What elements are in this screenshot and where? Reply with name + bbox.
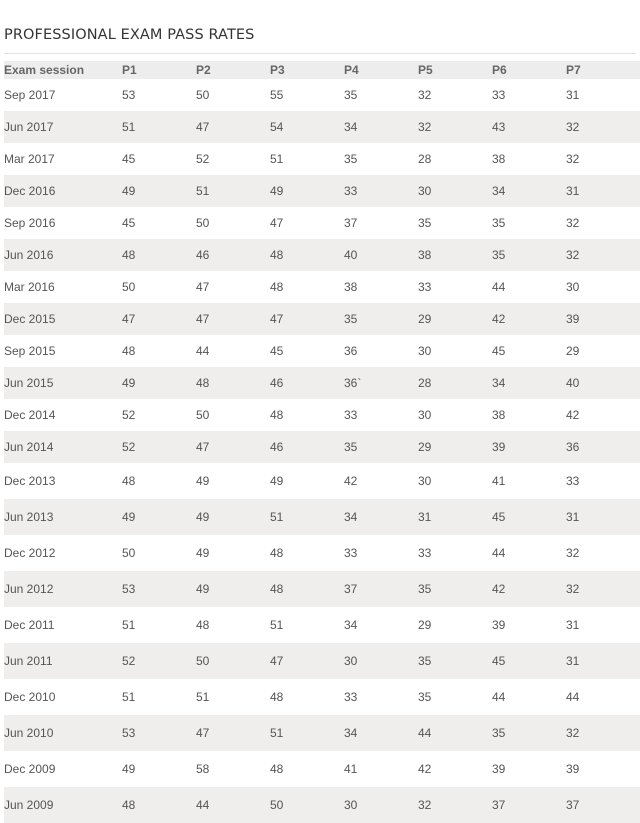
pass-rate-cell-p1: 45 (122, 152, 136, 166)
pass-rate-cell-p5: 30 (418, 474, 432, 488)
pass-rate-cell-p4: 40 (344, 248, 358, 262)
pass-rate-cell-p6: 35 (492, 248, 506, 262)
pass-rate-cell-p7: 36 (566, 440, 580, 454)
table-row (4, 679, 640, 715)
column-header-p7: P7 (566, 63, 581, 77)
pass-rate-cell-p3: 51 (270, 726, 284, 740)
column-header-p1: P1 (122, 63, 137, 77)
pass-rate-cell-p3: 47 (270, 312, 284, 326)
exam-session-cell: Jun 2012 (4, 582, 54, 596)
pass-rate-cell-p5: 33 (418, 280, 432, 294)
pass-rate-cell-p6: 39 (492, 618, 506, 632)
pass-rate-cell-p1: 53 (122, 726, 136, 740)
pass-rate-cell-p7: 31 (566, 654, 580, 668)
exam-session-cell: Jun 2016 (4, 248, 54, 262)
pass-rate-cell-p3: 49 (270, 184, 284, 198)
pass-rate-cell-p4: 41 (344, 762, 358, 776)
pass-rate-cell-p6: 37 (492, 798, 506, 812)
table-row (4, 463, 640, 499)
column-header-p5: P5 (418, 63, 433, 77)
pass-rate-cell-p3: 48 (270, 546, 284, 560)
table-header-row (4, 61, 640, 79)
pass-rate-cell-p2: 47 (196, 312, 210, 326)
pass-rate-cell-p1: 51 (122, 690, 136, 704)
table-row (4, 787, 640, 823)
pass-rate-cell-p5: 32 (418, 88, 432, 102)
pass-rate-cell-p2: 48 (196, 618, 210, 632)
pass-rate-cell-p7: 32 (566, 248, 580, 262)
pass-rate-cell-p7: 29 (566, 344, 580, 358)
pass-rate-cell-p6: 44 (492, 690, 506, 704)
pass-rate-cell-p5: 35 (418, 582, 432, 596)
pass-rate-cell-p7: 32 (566, 726, 580, 740)
exam-session-cell: Mar 2017 (4, 152, 55, 166)
pass-rate-cell-p2: 48 (196, 376, 210, 390)
pass-rate-cell-p2: 47 (196, 280, 210, 294)
pass-rate-cell-p1: 50 (122, 280, 136, 294)
pass-rate-cell-p2: 47 (196, 726, 210, 740)
table-row (4, 335, 640, 367)
pass-rate-cell-p1: 49 (122, 376, 136, 390)
pass-rate-cell-p6: 33 (492, 88, 506, 102)
table-row (4, 431, 640, 463)
pass-rate-cell-p5: 33 (418, 546, 432, 560)
pass-rate-cell-p5: 30 (418, 184, 432, 198)
pass-rate-cell-p5: 42 (418, 762, 432, 776)
pass-rate-cell-p2: 44 (196, 798, 210, 812)
pass-rate-cell-p2: 47 (196, 120, 210, 134)
pass-rate-cell-p4: 35 (344, 440, 358, 454)
pass-rate-cell-p1: 47 (122, 312, 136, 326)
pass-rate-cell-p6: 44 (492, 546, 506, 560)
pass-rate-cell-p2: 51 (196, 184, 210, 198)
pass-rate-cell-p3: 46 (270, 376, 284, 390)
pass-rate-cell-p6: 35 (492, 216, 506, 230)
table-row (4, 239, 640, 271)
pass-rate-cell-p3: 48 (270, 762, 284, 776)
pass-rate-cell-p5: 38 (418, 248, 432, 262)
exam-session-cell: Dec 2013 (4, 474, 56, 488)
pass-rate-cell-p3: 47 (270, 216, 284, 230)
pass-rate-cell-p4: 33 (344, 184, 358, 198)
pass-rate-cell-p2: 51 (196, 690, 210, 704)
pass-rate-cell-p3: 51 (270, 618, 284, 632)
exam-session-cell: Dec 2015 (4, 312, 56, 326)
table-row (4, 367, 640, 399)
pass-rate-cell-p6: 44 (492, 280, 506, 294)
pass-rate-cell-p1: 52 (122, 408, 136, 422)
pass-rate-cell-p5: 28 (418, 376, 432, 390)
exam-session-cell: Jun 2013 (4, 510, 54, 524)
table-row (4, 607, 640, 643)
pass-rate-cell-p5: 31 (418, 510, 432, 524)
table-row (4, 303, 640, 335)
pass-rate-cell-p6: 38 (492, 408, 506, 422)
pass-rate-cell-p1: 48 (122, 344, 136, 358)
pass-rate-cell-p7: 30 (566, 280, 580, 294)
exam-session-cell: Jun 2011 (4, 654, 53, 668)
pass-rate-cell-p2: 44 (196, 344, 210, 358)
pass-rate-cell-p1: 45 (122, 216, 136, 230)
pass-rate-cell-p3: 54 (270, 120, 284, 134)
pass-rate-cell-p6: 45 (492, 654, 506, 668)
pass-rate-cell-p6: 38 (492, 152, 506, 166)
pass-rate-cell-p2: 52 (196, 152, 210, 166)
pass-rate-cell-p2: 50 (196, 654, 210, 668)
table-row (4, 207, 640, 239)
exam-session-cell: Dec 2012 (4, 546, 56, 560)
pass-rate-cell-p4: 30 (344, 798, 358, 812)
exam-session-cell: Dec 2010 (4, 690, 56, 704)
table-row (4, 751, 640, 787)
table-row (4, 715, 640, 751)
exam-session-cell: Mar 2016 (4, 280, 55, 294)
pass-rate-cell-p1: 48 (122, 474, 136, 488)
table-row (4, 79, 640, 111)
table-row (4, 271, 640, 303)
pass-rate-cell-p6: 35 (492, 726, 506, 740)
pass-rate-cell-p1: 52 (122, 654, 136, 668)
pass-rate-cell-p1: 50 (122, 546, 136, 560)
pass-rate-cell-p3: 48 (270, 248, 284, 262)
table-row (4, 175, 640, 207)
table-row (4, 535, 640, 571)
pass-rate-cell-p3: 50 (270, 798, 284, 812)
pass-rate-cell-p4: 35 (344, 312, 358, 326)
table-row (4, 499, 640, 535)
pass-rate-cell-p6: 39 (492, 440, 506, 454)
column-header-p2: P2 (196, 63, 211, 77)
title-divider (4, 53, 636, 54)
pass-rate-cell-p3: 48 (270, 690, 284, 704)
pass-rate-cell-p7: 31 (566, 510, 580, 524)
pass-rate-cell-p7: 31 (566, 618, 580, 632)
pass-rate-cell-p5: 29 (418, 440, 432, 454)
pass-rate-cell-p4: 34 (344, 726, 358, 740)
pass-rate-cell-p3: 46 (270, 440, 284, 454)
pass-rate-cell-p4: 30 (344, 654, 358, 668)
pass-rate-cell-p7: 40 (566, 376, 580, 390)
pass-rate-cell-p4: 35 (344, 88, 358, 102)
table-row (4, 571, 640, 607)
table-row (4, 643, 640, 679)
pass-rate-cell-p7: 32 (566, 152, 580, 166)
exam-session-cell: Dec 2016 (4, 184, 56, 198)
pass-rate-cell-p4: 35 (344, 152, 358, 166)
pass-rate-cell-p7: 32 (566, 546, 580, 560)
pass-rate-cell-p5: 29 (418, 618, 432, 632)
pass-rate-cell-p1: 49 (122, 184, 136, 198)
pass-rate-cell-p4: 38 (344, 280, 358, 294)
pass-rate-cell-p6: 41 (492, 474, 506, 488)
exam-session-cell: Sep 2017 (4, 88, 56, 102)
exam-session-cell: Dec 2009 (4, 762, 56, 776)
pass-rate-cell-p6: 34 (492, 376, 506, 390)
pass-rate-cell-p5: 30 (418, 344, 432, 358)
column-header-p6: P6 (492, 63, 507, 77)
pass-rate-cell-p7: 31 (566, 88, 580, 102)
pass-rate-cell-p3: 51 (270, 152, 284, 166)
pass-rate-cell-p7: 39 (566, 762, 580, 776)
pass-rate-cell-p5: 30 (418, 408, 432, 422)
pass-rate-cell-p5: 35 (418, 690, 432, 704)
exam-session-cell: Jun 2015 (4, 376, 54, 390)
pass-rate-cell-p6: 43 (492, 120, 506, 134)
pass-rate-cell-p2: 49 (196, 510, 210, 524)
pass-rates-table (4, 61, 640, 823)
pass-rate-cell-p1: 53 (122, 88, 136, 102)
pass-rate-cell-p6: 42 (492, 582, 506, 596)
pass-rate-cell-p5: 35 (418, 216, 432, 230)
pass-rate-cell-p6: 45 (492, 510, 506, 524)
table-body (4, 79, 640, 823)
pass-rate-cell-p1: 51 (122, 618, 136, 632)
pass-rate-cell-p4: 33 (344, 408, 358, 422)
exam-session-cell: Jun 2017 (4, 120, 54, 134)
exam-session-cell: Jun 2009 (4, 798, 54, 812)
pass-rate-cell-p1: 51 (122, 120, 136, 134)
pass-rate-cell-p2: 58 (196, 762, 210, 776)
exam-session-cell: Dec 2011 (4, 618, 55, 632)
pass-rate-cell-p6: 39 (492, 762, 506, 776)
pass-rate-cell-p5: 29 (418, 312, 432, 326)
column-header-p4: P4 (344, 63, 359, 77)
pass-rate-cell-p5: 32 (418, 798, 432, 812)
exam-session-cell: Sep 2016 (4, 216, 56, 230)
pass-rate-cell-p5: 44 (418, 726, 432, 740)
pass-rate-cell-p7: 32 (566, 582, 580, 596)
table-row (4, 399, 640, 431)
pass-rate-cell-p3: 49 (270, 474, 284, 488)
pass-rate-cell-p3: 48 (270, 280, 284, 294)
pass-rate-cell-p3: 45 (270, 344, 284, 358)
table-row (4, 143, 640, 175)
pass-rate-cell-p7: 31 (566, 184, 580, 198)
exam-session-cell: Jun 2014 (4, 440, 54, 454)
page-title: PROFESSIONAL EXAM PASS RATES (4, 27, 255, 43)
pass-rate-cell-p4: 34 (344, 510, 358, 524)
pass-rate-cell-p2: 49 (196, 474, 210, 488)
pass-rate-cell-p5: 28 (418, 152, 432, 166)
pass-rate-cell-p3: 48 (270, 408, 284, 422)
pass-rate-cell-p3: 48 (270, 582, 284, 596)
pass-rate-cell-p7: 33 (566, 474, 580, 488)
pass-rate-cell-p2: 50 (196, 408, 210, 422)
pass-rate-cell-p6: 42 (492, 312, 506, 326)
pass-rate-cell-p7: 32 (566, 120, 580, 134)
pass-rate-cell-p1: 52 (122, 440, 136, 454)
pass-rate-cell-p4: 36` (344, 376, 362, 390)
exam-session-cell: Sep 2015 (4, 344, 56, 358)
pass-rate-cell-p4: 33 (344, 690, 358, 704)
pass-rate-cell-p4: 37 (344, 216, 358, 230)
pass-rate-cell-p7: 44 (566, 690, 580, 704)
pass-rate-cell-p2: 47 (196, 440, 210, 454)
pass-rate-cell-p3: 55 (270, 88, 284, 102)
pass-rate-cell-p1: 49 (122, 762, 136, 776)
pass-rate-cell-p2: 49 (196, 582, 210, 596)
pass-rate-cell-p3: 51 (270, 510, 284, 524)
pass-rate-cell-p4: 34 (344, 120, 358, 134)
exam-session-cell: Jun 2010 (4, 726, 54, 740)
column-header-exam-session: Exam session (4, 63, 85, 77)
pass-rate-cell-p7: 42 (566, 408, 580, 422)
pass-rate-cell-p6: 45 (492, 344, 506, 358)
pass-rate-cell-p4: 36 (344, 344, 358, 358)
pass-rate-cell-p7: 32 (566, 216, 580, 230)
pass-rate-cell-p7: 39 (566, 312, 580, 326)
pass-rate-cell-p4: 42 (344, 474, 358, 488)
pass-rate-cell-p6: 34 (492, 184, 506, 198)
pass-rate-cell-p1: 53 (122, 582, 136, 596)
pass-rate-cell-p4: 37 (344, 582, 358, 596)
column-header-p3: P3 (270, 63, 285, 77)
pass-rate-cell-p1: 48 (122, 798, 136, 812)
pass-rate-cell-p4: 34 (344, 618, 358, 632)
pass-rate-cell-p4: 33 (344, 546, 358, 560)
pass-rate-cell-p2: 50 (196, 216, 210, 230)
exam-session-cell: Dec 2014 (4, 408, 56, 422)
pass-rate-cell-p2: 46 (196, 248, 210, 262)
pass-rate-cell-p2: 49 (196, 546, 210, 560)
pass-rate-cell-p7: 37 (566, 798, 580, 812)
pass-rate-cell-p2: 50 (196, 88, 210, 102)
pass-rate-cell-p5: 35 (418, 654, 432, 668)
pass-rate-cell-p3: 47 (270, 654, 284, 668)
pass-rate-cell-p1: 49 (122, 510, 136, 524)
pass-rate-cell-p5: 32 (418, 120, 432, 134)
table-row (4, 111, 640, 143)
pass-rate-cell-p1: 48 (122, 248, 136, 262)
